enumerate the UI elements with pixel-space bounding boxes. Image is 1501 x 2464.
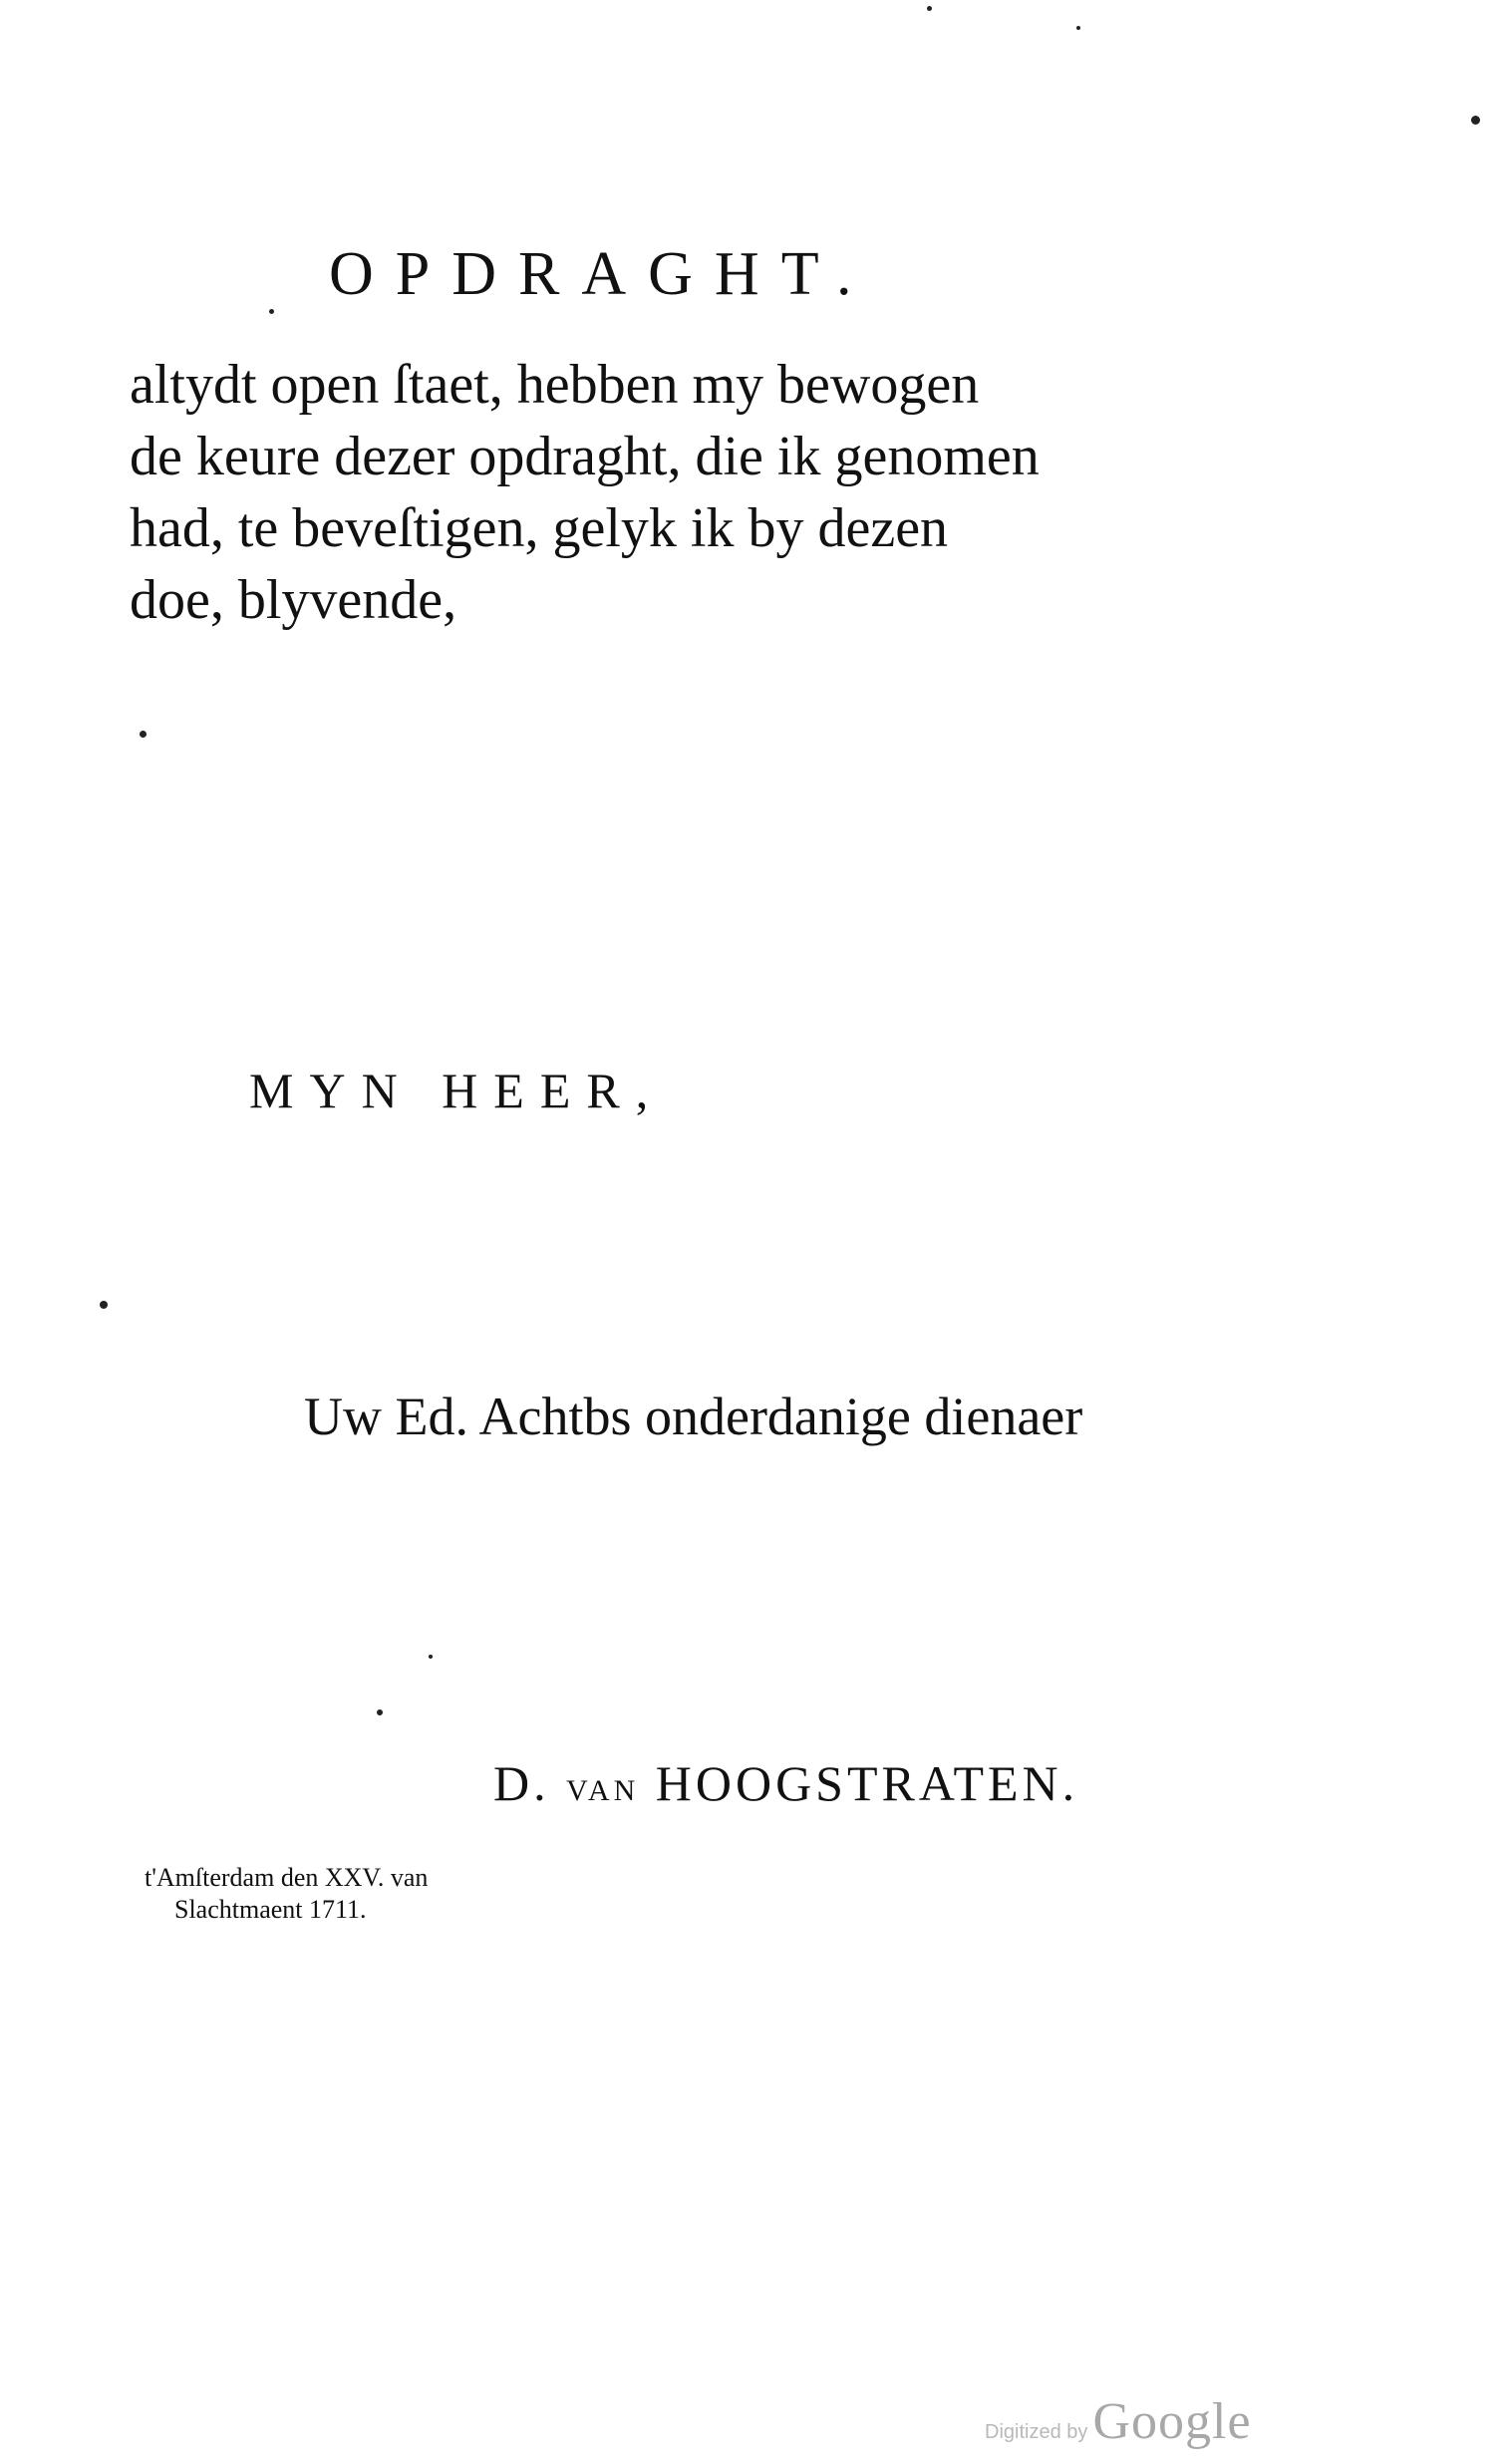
signature-van: VAN [566, 1774, 640, 1807]
scan-speck [429, 1655, 433, 1659]
closing-line: Uw Ed. Achtbs onderdanige dienaer [304, 1386, 1083, 1446]
body-line: altydt open ſtaet, hebben my bewogen [130, 354, 980, 416]
watermark-prefix: Digitized by [985, 2421, 1088, 2443]
scan-speck [1471, 116, 1480, 125]
dateline-date: Slachtmaent 1711. [174, 1895, 367, 1924]
scan-speck [927, 6, 932, 11]
scan-speck [140, 731, 147, 738]
dateline-place: t'Amſterdam den XXV. van [145, 1863, 429, 1892]
signature [493, 1754, 1078, 1812]
signature-surname: HOOGSTRATEN. [655, 1755, 1079, 1811]
body-line: de keure dezer opdraght, die ik genomen [130, 426, 1040, 487]
scan-speck [377, 1709, 383, 1715]
google-logo: Google [1092, 2393, 1252, 2450]
page-heading: OPDRAGHT. [329, 240, 874, 308]
body-paragraph [130, 349, 1206, 636]
scan-speck [269, 309, 274, 314]
signature-initial: D. [493, 1755, 550, 1811]
scan-speck [1076, 26, 1080, 30]
dateline [145, 1862, 428, 1926]
digitized-by-google-watermark [985, 2392, 1252, 2451]
body-line: doe, blyvende, [130, 569, 457, 631]
body-line: had, te beveſtigen, gelyk ik by dezen [130, 497, 949, 559]
salutation: MYN HEER, [249, 1063, 665, 1118]
scan-speck [100, 1301, 108, 1309]
